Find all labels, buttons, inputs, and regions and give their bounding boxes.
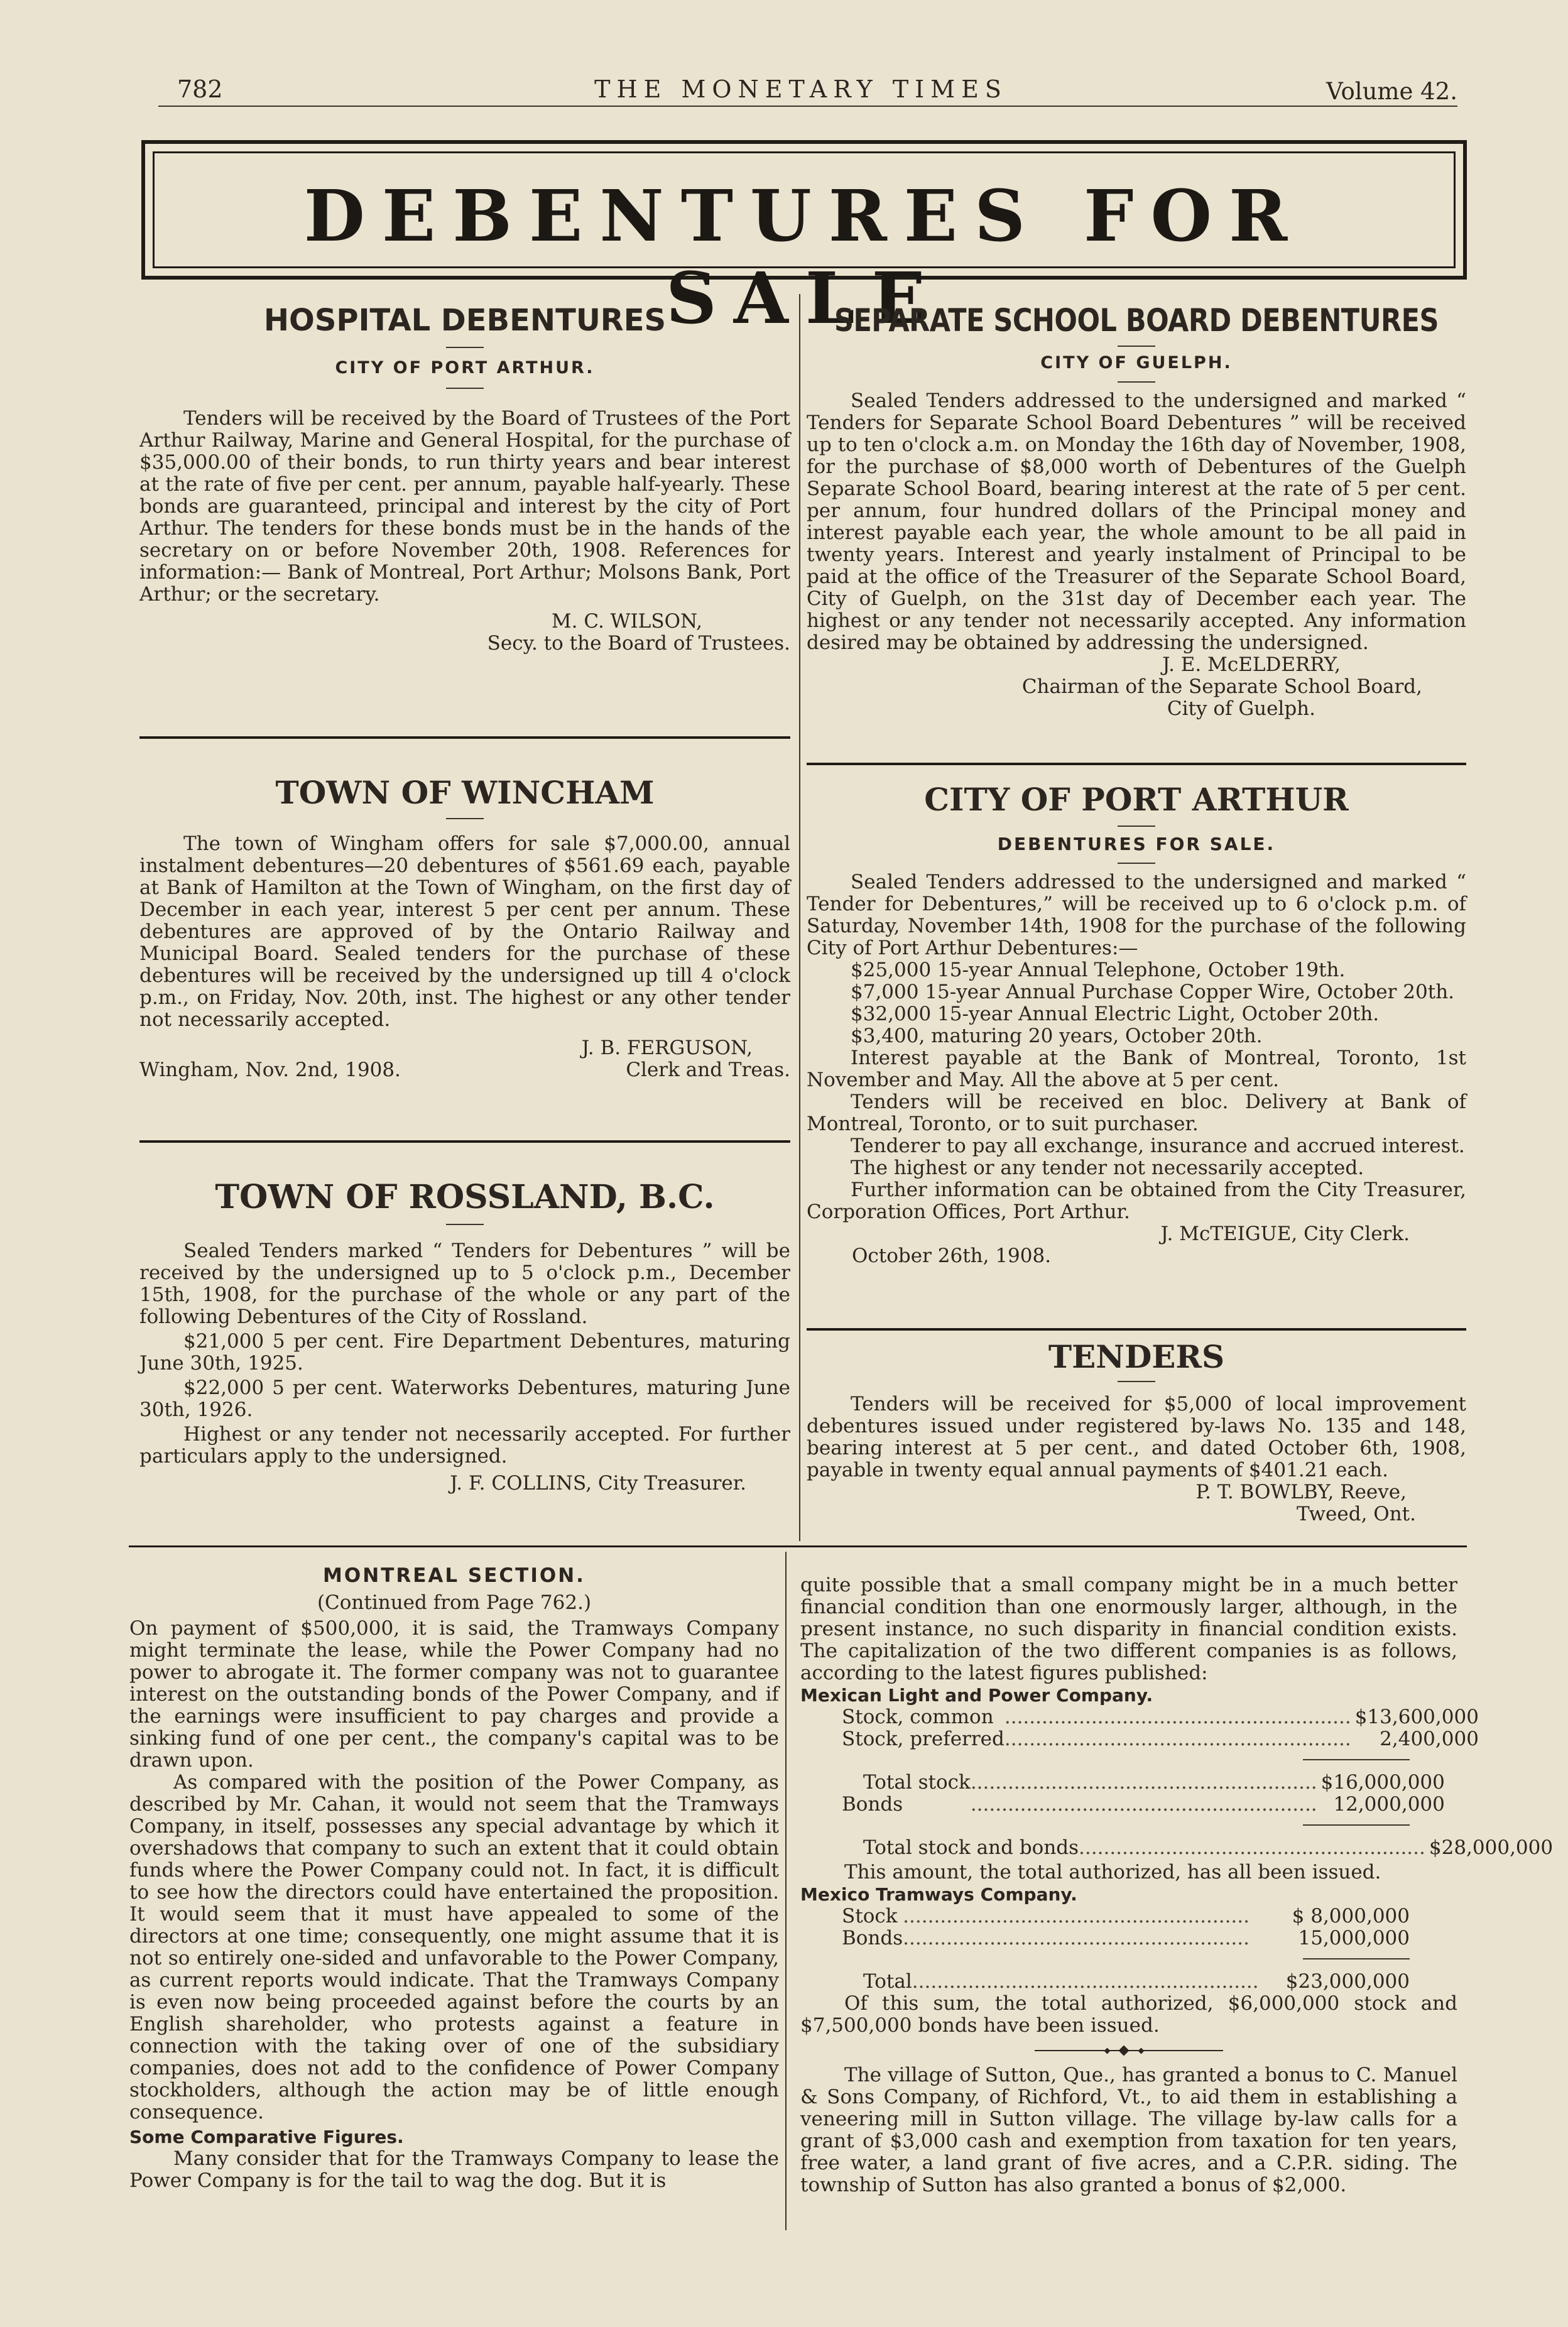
leader-dots: ........................................................ xyxy=(970,1794,1317,1816)
portarthur-signer: J. McTEIGUE, City Clerk. xyxy=(1160,1223,1410,1245)
tenders-title: TENDERS xyxy=(1048,1338,1225,1375)
rossland-para1: Sealed Tenders marked “ Tenders for Debentures ” will be received by the undersigned up to 5 o'clock p.m., December 15th, 1908, for the purchase of the whole or any part of the following Debentures of the City of Rossland. xyxy=(139,1240,790,1328)
leader-dots: ........................................................ xyxy=(1079,1837,1425,1859)
row-amount: $16,000,000 xyxy=(1320,1771,1445,1794)
rossland-para4: Highest or any tender not necessarily accepted. For further particulars apply to the undersigned. xyxy=(139,1423,790,1468)
leader-dots: ........................................................ xyxy=(912,1971,1259,1993)
table-row xyxy=(800,1971,1410,1993)
sutton-paragraph: The village of Sutton, Que., has granted a bonus to C. Manuel & Sons Company, of Richford, Vt., to aid them in establishing a veneering mill in Sutton village. The village by-law calls for a grant of $3,000 cash and exemption from taxation for ten years, free water, a land grant of five acres, and a C.P.R. siding. The township of Sutton has also granted a bonus of $2,000. xyxy=(800,2064,1457,2196)
table-row xyxy=(800,1728,1479,1750)
column-divider-top xyxy=(799,294,800,1541)
page-number: 782 xyxy=(177,75,223,103)
title-dash xyxy=(1118,826,1155,827)
portarthur-para2: Interest payable at the Bank of Montreal, Toronto, 1st November and May. All the above at 5 per cent. xyxy=(807,1047,1466,1091)
row-amount: 2,400,000 xyxy=(1380,1728,1479,1750)
row-amount: 12,000,000 xyxy=(1333,1793,1445,1816)
montreal-title: MONTREAL SECTION. xyxy=(323,1564,585,1587)
row-label: Total stock and bonds xyxy=(863,1836,1079,1859)
table-row xyxy=(800,1905,1410,1927)
co1-note: This amount, the total authorized, has all been issued. xyxy=(844,1861,1381,1883)
title-dash xyxy=(1118,346,1155,347)
row-label: Bonds xyxy=(842,1793,903,1816)
row-label: Total stock xyxy=(863,1771,971,1794)
publication-title: THE MONETARY TIMES xyxy=(594,75,1008,103)
ornament-diamond xyxy=(1119,2046,1130,2056)
ornament-diamond xyxy=(1104,2048,1111,2054)
separate-signer: J. E. McELDERRY, xyxy=(1162,653,1341,676)
table-row xyxy=(800,1706,1479,1728)
co1-total-table xyxy=(800,1772,1445,1816)
wincham-body: The town of Wingham offers for sale $7,000.00, annual instalment debentures—20 debentures of $561.69 each, payable at Bank of Hamilton at the Town of Wingham, on the first day of December in each year, interest 5 per cent per annum. These debentures are approved of by the Ontario Railway and Municipal Board. Sealed tenders for the purchase of these debentures will be received by the undersigned up till 4 o'clock p.m., on Friday, Nov. 20th, inst. The highest or any other tender not necessarily accepted. xyxy=(139,832,790,1031)
title-dash xyxy=(446,388,484,389)
title-dash xyxy=(446,347,484,348)
portarthur-date: October 26th, 1908. xyxy=(852,1245,1052,1267)
title-dash xyxy=(1118,1381,1155,1382)
title-dash xyxy=(446,818,484,819)
volume-label: Volume 42. xyxy=(1326,78,1457,105)
separate-title: SEPARATE SCHOOL BOARD DEBENTURES xyxy=(834,303,1439,339)
separate-subtitle: CITY OF GUELPH. xyxy=(1040,353,1233,373)
row-amount: $23,000,000 xyxy=(1285,1970,1410,1993)
wincham-title: TOWN OF WINCHAM xyxy=(275,774,655,811)
tenders-signer: P. T. BOWLBY, Reeve, xyxy=(1195,1481,1407,1503)
co2-heading: Mexico Tramways Company. xyxy=(800,1884,1077,1905)
co2-note: Of this sum, the total authorized, $6,000,000 stock and $7,500,000 bonds have been issued. xyxy=(800,1992,1457,2037)
co1-table xyxy=(800,1706,1479,1750)
row-amount: 15,000,000 xyxy=(1298,1927,1410,1949)
montreal-section xyxy=(129,1562,779,2192)
title-dash xyxy=(1118,381,1155,383)
tenders-body: Tenders will be received for $5,000 of local improvement debentures issued under registered by-laws No. 135 and 148, bearing interest at 5 per cent., and dated October 6th, 1908, payable in twenty equal annual payments of $401.21 each. xyxy=(807,1393,1466,1481)
wincham-place-date: Wingham, Nov. 2nd, 1908. xyxy=(139,1059,401,1081)
separate-signer-place: City of Guelph. xyxy=(1167,697,1315,720)
montreal-subhead: Some Comparative Figures. xyxy=(129,2127,404,2147)
rossland-para2: $21,000 5 per cent. Fire Department Debentures, maturing June 30th, 1925. xyxy=(139,1330,790,1375)
sum-rule xyxy=(1303,1824,1410,1826)
rossland-para3: $22,000 5 per cent. Waterworks Debentures, maturing June 30th, 1926. xyxy=(139,1376,790,1421)
row-amount: $ 8,000,000 xyxy=(1292,1905,1410,1927)
banner-title: DEBENTURES FOR SALE xyxy=(303,175,1305,340)
sum-rule-wrap xyxy=(800,1824,1410,1826)
leader-dots: ........................................................ xyxy=(1004,1706,1351,1728)
leader-dots: ........................................................ xyxy=(1004,1728,1351,1750)
hospital-title: HOSPITAL DEBENTURES xyxy=(263,303,667,338)
row-label: Stock, common xyxy=(842,1706,994,1728)
portarthur-para6: Further information can be obtained from the City Treasurer, Corporation Offices, Port Arthur. xyxy=(807,1179,1466,1223)
header-rule xyxy=(158,106,1457,107)
portarthur-item2: $7,000 15-year Annual Purchase Copper Wire, October 20th. xyxy=(851,981,1455,1003)
separate-signer-title: Chairman of the Separate School Board, xyxy=(1021,675,1422,698)
co2-total-table xyxy=(800,1971,1410,1993)
rossland-notice xyxy=(139,1179,790,1495)
tenders-signer-place: Tweed, Ont. xyxy=(1296,1503,1416,1525)
row-label: Total xyxy=(863,1970,912,1993)
portarthur-para4: Tenderer to pay all exchange, insurance and accrued interest. xyxy=(851,1135,1465,1157)
section-rule xyxy=(807,763,1466,765)
title-dash xyxy=(446,1224,484,1225)
capitalization-intro: quite possible that a small company might be in a much better financial condition than one enormously larger, although, in the present instance, no such disparity in financial condition exists. The capitalization of the two different companies is as follows, according to the latest figures published: xyxy=(800,1574,1457,1684)
sum-rule-wrap xyxy=(800,1759,1410,1760)
table-row xyxy=(800,1772,1445,1794)
page-section-rule xyxy=(129,1545,1467,1547)
co2-table xyxy=(800,1905,1410,1949)
ornament-divider xyxy=(1035,2047,1223,2054)
montreal-para1: On payment of $500,000, it is said, the Tramways Company might terminate the lease, while the Power Company had no power to abrogate it. The former company was not to guarantee interest on the outstanding bonds of the Power Company, and if the earnings were insufficient to pay charges and provide a sinking fund of one per cent., the company's capital was to be drawn upon. xyxy=(129,1617,779,1772)
row-amount: $28,000,000 xyxy=(1429,1836,1554,1859)
row-label: Stock xyxy=(842,1905,898,1927)
portarthur-notice xyxy=(807,777,1466,1267)
portarthur-item4: $3,400, maturing 20 years, October 20th. xyxy=(851,1025,1263,1047)
ornament-diamond xyxy=(1138,2048,1145,2054)
wincham-notice xyxy=(139,774,790,1081)
tenders-notice xyxy=(807,1338,1466,1525)
row-label: Bonds xyxy=(842,1927,903,1949)
running-header xyxy=(144,70,1457,108)
rossland-title: TOWN OF ROSSLAND, B.C. xyxy=(215,1178,715,1216)
table-row xyxy=(800,1927,1410,1949)
portarthur-subtitle: DEBENTURES FOR SALE. xyxy=(997,834,1276,854)
row-amount: $13,600,000 xyxy=(1354,1706,1479,1728)
table-row xyxy=(800,1837,1553,1859)
sum-rule xyxy=(1303,1759,1410,1760)
montreal-para3: Many consider that for the Tramways Company to lease the Power Company is for the tail to wag the dog. But it is xyxy=(129,2147,779,2192)
hospital-subtitle: CITY OF PORT ARTHUR. xyxy=(335,358,595,378)
hospital-notice xyxy=(139,302,790,655)
portarthur-para1: Sealed Tenders addressed to the undersigned and marked “ Tender for Debentures,” will be received up to 6 o'clock p.m. of Saturday, November 14th, 1908 for the purchase of the following City of Port Arthur Debentures:— xyxy=(807,871,1466,959)
leader-dots: ........................................................ xyxy=(903,1927,1250,1949)
section-rule xyxy=(139,1140,790,1143)
capitalization-section xyxy=(800,1574,1554,2196)
wincham-footer xyxy=(139,1059,790,1081)
co1-grand-table xyxy=(800,1837,1553,1859)
leader-dots: ........................................................ xyxy=(903,1905,1250,1927)
column-divider-bottom xyxy=(785,1552,787,2230)
wincham-signer: J. B. FERGUSON, xyxy=(581,1037,753,1059)
portarthur-item3: $32,000 15-year Annual Electric Light, October 20th. xyxy=(851,1003,1380,1025)
separate-school-notice xyxy=(807,302,1466,720)
leader-dots: ........................................................ xyxy=(970,1772,1317,1794)
section-rule xyxy=(139,736,790,739)
hospital-signer-title: Secy. to the Board of Trustees. xyxy=(487,632,790,655)
wincham-signer-title: Clerk and Treas. xyxy=(626,1059,790,1081)
sum-rule xyxy=(1303,1958,1410,1959)
separate-body: Sealed Tenders addressed to the undersigned and marked “ Tenders for Separate School Board Debentures ” will be received up to ten o'clock a.m. on Monday the 16th day of November, 1908, for the purchase of $8,000 worth of Debentures of the Guelph Separate School Board, bearing interest at the rate of 5 per cent. per annum, four hundred dollars of the Principal money and interest payable each year, the whole amount to be all paid in twenty years. Interest and yearly instalment of Principal to be paid at the office of the Treasurer of the Separate School Board, City of Guelph, on the 31st day of December each year. The highest or any tender not necessarily accepted. Any information desired may be obtained by addressing the undersigned. xyxy=(807,390,1466,654)
portarthur-title: CITY OF PORT ARTHUR xyxy=(924,781,1349,818)
table-row xyxy=(800,1794,1445,1816)
row-label: Stock, preferred xyxy=(842,1728,1004,1750)
montreal-para2: As compared with the position of the Power Company, as described by Mr. Cahan, it would not seem that the Tramways Company, in itself, possesses any special advantage by which it overshadows that company to such an extent that it could obtain funds where the Power Company could not. In fact, it is difficult to see how the directors could have entertained the proposition. It would seem that it must have appealed to some of the directors at one time; consequently, one might assume that it is not so entirely one-sided and unfavorable to the Power Company, as current reports would indicate. That the Tramways Company is even now being proceeded against before the courts by an English shareholder, who protests against a feature in connection with the taking over of one of the subsidiary companies, does not add to the confidence of Power Company stockholders, although the action may be of little enough consequence. xyxy=(129,1771,779,2123)
title-dash xyxy=(1118,863,1155,864)
hospital-body: Tenders will be received by the Board of Trustees of the Port Arthur Railway, Marine and General Hospital, for the purchase of $35,000.00 of their bonds, to run thirty years and bear interest at the rate of five per cent. per annum, payable half-yearly. These bonds are guaranteed, principal and interest by the city of Port Arthur. The tenders for these bonds must be in the hands of the secretary on or before November 20th, 1908. References for information:— Bank of Montreal, Port Arthur; Molsons Bank, Port Arthur; or the secretary. xyxy=(139,407,790,606)
montreal-continued: (Continued from Page 762.) xyxy=(317,1591,592,1614)
section-rule xyxy=(807,1328,1466,1331)
portarthur-item1: $25,000 15-year Annual Telephone, October 19th. xyxy=(851,959,1346,981)
rossland-signer: J. F. COLLINS, City Treasurer. xyxy=(450,1472,746,1495)
hospital-signer: M. C. WILSON, xyxy=(551,610,702,633)
portarthur-para5: The highest or any tender not necessarily accepted. xyxy=(851,1157,1364,1179)
co1-heading: Mexican Light and Power Company. xyxy=(800,1685,1153,1706)
portarthur-para3: Tenders will be received en bloc. Delivery at Bank of Montreal, Toronto, or to suit purchaser. xyxy=(807,1091,1466,1135)
sum-rule-wrap xyxy=(800,1958,1410,1959)
